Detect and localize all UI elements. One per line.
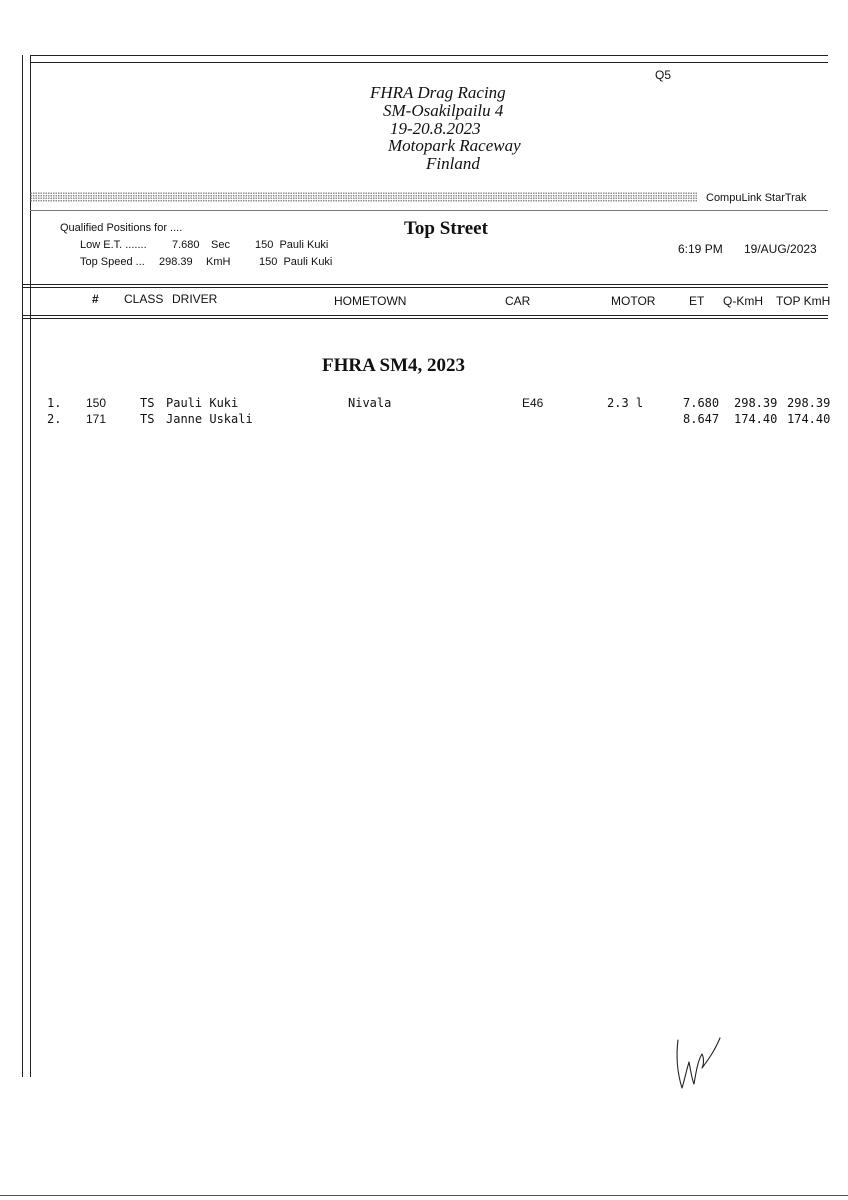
header-divider: [30, 210, 828, 211]
row-et: 8.647: [683, 412, 720, 426]
top-border-line-2: [30, 62, 828, 63]
class-title: Top Street: [404, 218, 488, 239]
top-speed-value: 298.39: [159, 256, 193, 268]
colheader-top-line-2: [22, 287, 828, 288]
top-speed-holder: 150 Pauli Kuki: [259, 256, 333, 268]
left-border-line: [22, 55, 23, 1077]
row-position: 1.: [47, 396, 62, 410]
row-number: 171: [86, 412, 107, 426]
row-class: TS: [140, 396, 155, 410]
row-qkmh: 174.40: [734, 412, 778, 426]
colheader-bottom-line: [22, 315, 828, 316]
col-header-car: CAR: [505, 294, 531, 308]
col-header-et: ET: [689, 294, 705, 308]
low-et-label: Low E.T. .......: [80, 239, 147, 251]
row-class: TS: [140, 412, 155, 426]
row-number: 150: [86, 396, 107, 410]
section-title: FHRA SM4, 2023: [322, 355, 466, 376]
colheader-bottom-line-2: [22, 318, 828, 319]
low-et-holder: 150 Pauli Kuki: [255, 239, 329, 251]
event-country: Finland: [426, 154, 480, 173]
row-car: E46: [522, 396, 544, 410]
event-dates: 19-20.8.2023: [390, 119, 481, 138]
row-topkmh: 174.40: [787, 412, 831, 426]
dotted-separator-band: [30, 192, 698, 202]
col-header-hometown: HOMETOWN: [334, 294, 407, 308]
col-header-num: #: [92, 292, 99, 306]
top-speed-label: Top Speed ...: [80, 256, 145, 268]
event-subtitle: SM-Osakilpailu 4: [383, 101, 504, 120]
col-header-motor: MOTOR: [611, 294, 656, 308]
low-et-value: 7.680: [172, 239, 200, 251]
col-header-class: CLASS: [124, 292, 164, 306]
col-header-driver: DRIVER: [172, 292, 218, 306]
col-header-topkmh: TOP KmH: [776, 294, 831, 308]
top-border-line: [30, 55, 828, 56]
top-speed-unit: KmH: [206, 256, 231, 268]
qualified-label: Qualified Positions for ....: [60, 222, 183, 234]
colheader-top-line: [22, 284, 828, 285]
handwritten-signature: [668, 1032, 728, 1096]
row-topkmh: 298.39: [787, 396, 831, 410]
low-et-unit: Sec: [211, 239, 230, 251]
bottom-page-line: [0, 1195, 848, 1196]
report-date: 19/AUG/2023: [744, 242, 817, 256]
row-motor: 2.3 l: [607, 396, 644, 410]
report-code: Q5: [655, 68, 672, 82]
event-venue: Motopark Raceway: [388, 136, 521, 155]
row-qkmh: 298.39: [734, 396, 778, 410]
row-hometown: Nivala: [348, 396, 392, 410]
row-driver: Janne Uskali: [166, 412, 253, 426]
left-border-line-inner: [30, 55, 31, 1077]
col-header-qkmh: Q-KmH: [723, 294, 763, 308]
event-title: FHRA Drag Racing: [370, 83, 506, 102]
row-driver: Pauli Kuki: [166, 396, 239, 410]
report-time: 6:19 PM: [678, 242, 723, 256]
system-label: CompuLink StarTrak: [706, 192, 807, 204]
row-et: 7.680: [683, 396, 720, 410]
row-position: 2.: [47, 412, 62, 426]
